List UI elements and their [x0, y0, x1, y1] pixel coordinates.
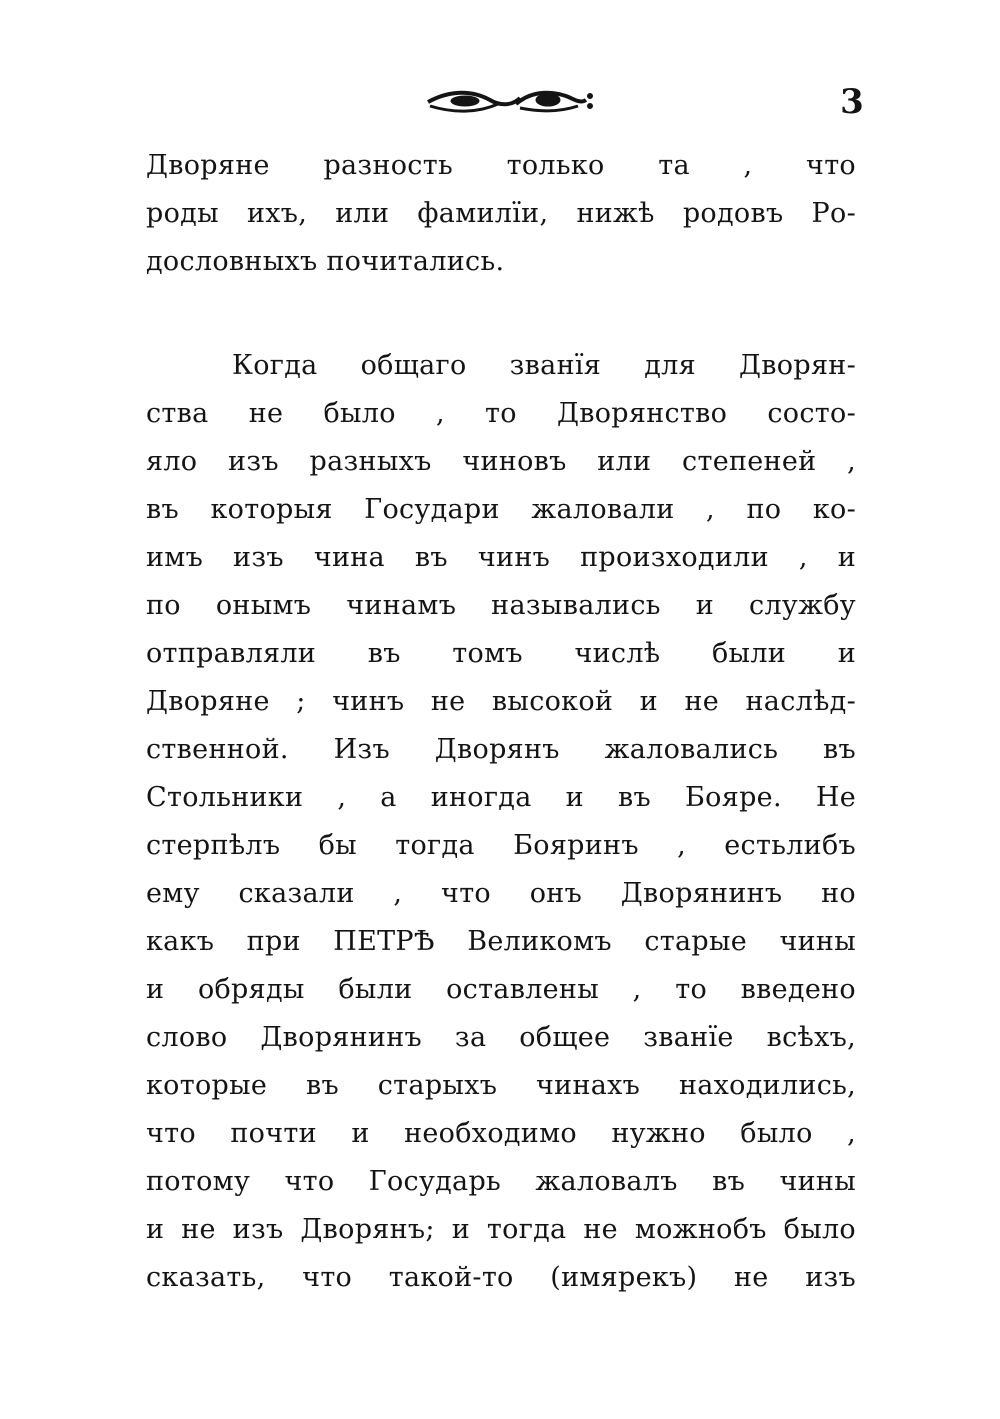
text-line: по онымъ чинамъ назывались и службу — [146, 590, 856, 621]
text-line: роды ихъ, или фамилїи, нижѣ родовъ Ро- — [146, 198, 856, 229]
text-line: Дворяне ; чинъ не высокой и не наслѣд- — [146, 686, 856, 717]
paragraph-2 — [146, 342, 856, 1302]
text-line: Дворяне разность только та , что — [146, 150, 856, 181]
text-line: сказать, что такой-то (имярекъ) не изъ — [146, 1262, 856, 1293]
text-line: дословныхъ почитались. — [146, 246, 505, 277]
text-line: ему сказали , что онъ Дворянинъ но — [146, 878, 856, 909]
text-line: Стольники , а иногда и въ Бояре. Не — [146, 782, 856, 813]
text-line: ства не было , то Дворянство состо- — [146, 398, 856, 429]
text-line: въ которыя Государи жаловали , по ко- — [146, 494, 856, 525]
text-line: стерпѣлъ бы тогда Бояринъ , естьлибъ — [146, 830, 856, 861]
text-line: потому что Государь жаловалъ въ чины — [146, 1166, 856, 1197]
page-number: 3 — [840, 82, 864, 122]
paragraph-1 — [146, 142, 856, 286]
text-line: слово Дворянинъ за общее званїе всѣхъ, — [146, 1022, 856, 1053]
text-line: отправляли въ томъ числѣ были и — [146, 638, 856, 669]
text-line: что почти и необходимо нужно было , — [146, 1118, 856, 1149]
text-line: ственной. Изъ Дворянъ жаловались въ — [146, 734, 856, 765]
text-line: и не изъ Дворянъ; и тогда не можнобъ было — [146, 1214, 856, 1245]
text-line: которые въ старыхъ чинахъ находились, — [146, 1070, 856, 1101]
ornament-icon — [420, 82, 595, 122]
text-line: яло изъ разныхъ чиновъ или степеней , — [146, 446, 856, 477]
text-line: какъ при ПЕТРѢ Великомъ старые чины — [146, 926, 856, 957]
text-line: имъ изъ чина въ чинъ произходили , и — [146, 542, 856, 573]
text-line: и обряды были оставлены , то введено — [146, 974, 856, 1005]
text-line: Когда общаго званїя для Дворян- — [232, 350, 856, 381]
